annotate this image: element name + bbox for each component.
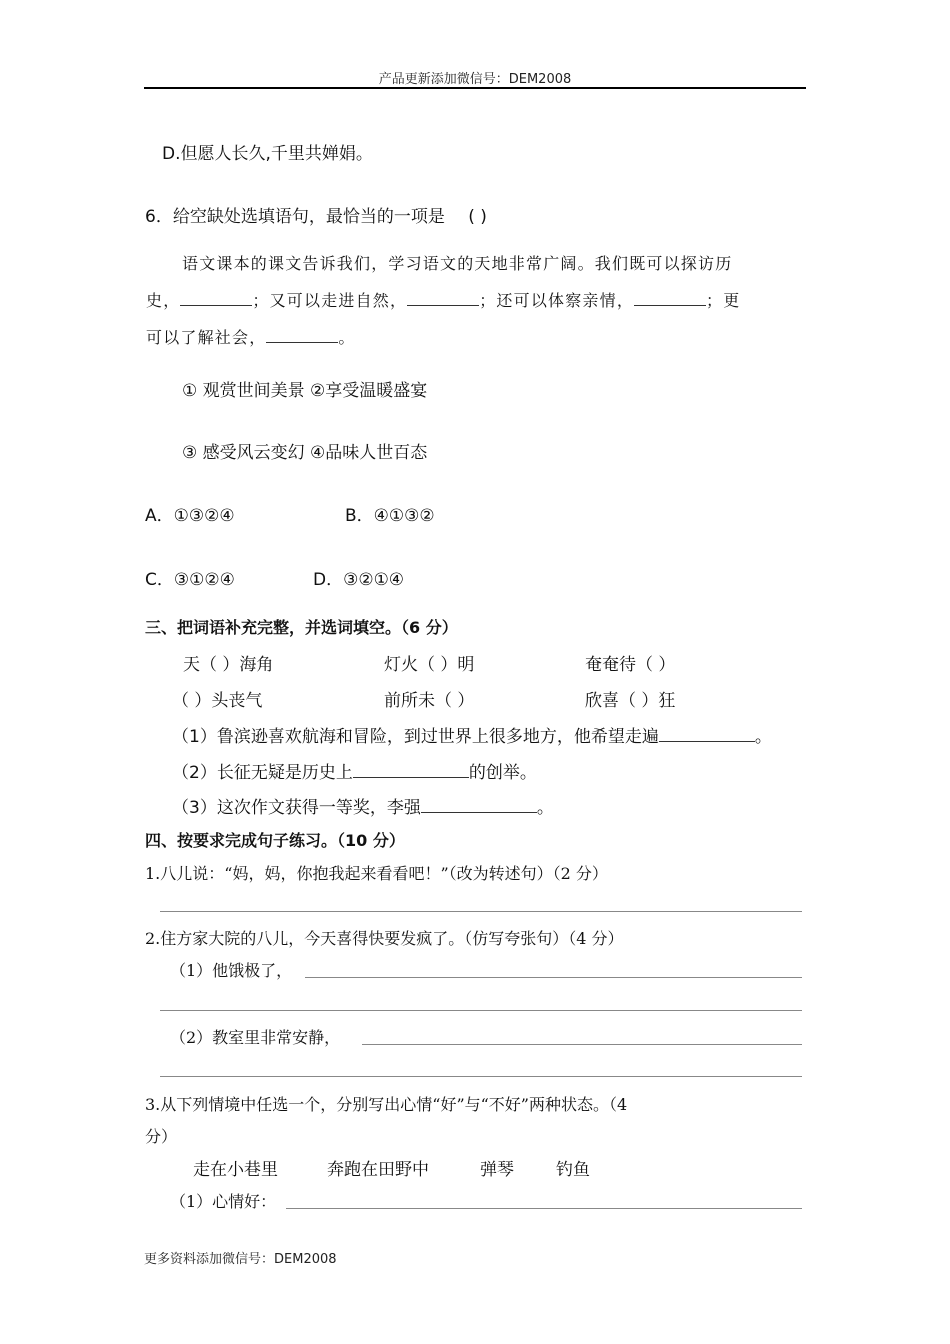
s3-sentence-3	[172, 793, 554, 818]
s4-scene-1: 走在小巷里	[193, 1160, 278, 1180]
q6-passage	[146, 245, 811, 356]
s3-sentence-2-text: （2）长征无疑是历史上	[172, 763, 353, 783]
q6-passage-text: 史，	[146, 291, 181, 310]
s4-q2-1-answer-line	[305, 977, 802, 978]
q6-passage-text: 可以了解社会，	[146, 328, 267, 347]
s3-blank-2	[353, 776, 469, 778]
s3-word-1: 天（ ）海角	[183, 655, 274, 675]
section3-title: 三、把词语补充完整，并选词填空。（6 分）	[145, 618, 458, 637]
page-header: 产品更新添加微信号：DEM2008	[378, 72, 572, 87]
s3-sentence-2-end: 的创举。	[468, 763, 537, 783]
q6-passage-line3	[146, 319, 811, 356]
s4-scene-4: 钓鱼	[556, 1160, 590, 1180]
q6-blank-3	[634, 304, 706, 306]
s3-sentence-1	[172, 722, 772, 747]
s3-word-5: 前所未（ ）	[384, 691, 475, 711]
s3-blank-3	[421, 811, 537, 813]
s4-q2-2: （2）教室里非常安静，	[170, 1028, 341, 1047]
s4-q2: 2.住方家大院的八儿，今天喜得快要发疯了。（仿写夸张句）（4 分）	[145, 929, 624, 948]
q6-passage-line2	[146, 282, 811, 319]
q6-passage-text: ；又可以走进自然，	[252, 291, 408, 310]
s4-q2-2-answer-line-2	[160, 1076, 802, 1077]
s3-blank-1	[659, 740, 755, 742]
s4-q3-1-answer-line	[286, 1208, 802, 1209]
q6-option-d: D．③②①④	[313, 570, 405, 590]
s4-q3-line2: 分）	[145, 1127, 178, 1146]
q6-answer-paren: ( )	[468, 207, 487, 227]
s3-sentence-1-text: （1）鲁滨逊喜欢航海和冒险，到过世界上很多地方，他希望走遍	[172, 727, 659, 747]
q6-blank-1	[180, 304, 252, 306]
q6-option-c: C．③①②④	[145, 570, 235, 590]
s3-word-3: 奄奄待（ ）	[585, 655, 676, 675]
s4-q2-2-answer-line	[362, 1044, 802, 1045]
s4-q3-1: （1）心情好：	[170, 1192, 277, 1211]
q6-blank-4	[266, 341, 338, 343]
q6-passage-text: ；还可以体察亲情，	[479, 291, 635, 310]
s4-scene-2: 奔跑在田野中	[327, 1160, 429, 1180]
q6-passage-line1: 语文课本的课文告诉我们，学习语文的天地非常广阔。我们既可以探访历	[182, 254, 733, 273]
q6-phrases-row2: ③ 感受风云变幻 ④品味人世百态	[182, 443, 428, 463]
s3-sentence-1-end: 。	[754, 727, 772, 747]
q6-stem	[145, 202, 487, 227]
header-divider	[144, 87, 806, 89]
s4-q1: 1.八儿说：“妈，妈，你抱我起来看看吧！”（改为转述句）（2 分）	[145, 864, 608, 883]
s3-sentence-3-end: 。	[536, 798, 554, 818]
section4-title: 四、按要求完成句子练习。（10 分）	[145, 831, 405, 850]
q6-option-b: B．④①③②	[345, 506, 435, 526]
s3-word-2: 灯火（ ）明	[384, 655, 475, 675]
s3-sentence-3-text: （3）这次作文获得一等奖，李强	[172, 798, 421, 818]
s3-word-4: （ ）头丧气	[172, 691, 263, 711]
q6-phrases-row1: ① 观赏世间美景 ②享受温暖盛宴	[182, 381, 428, 401]
q6-passage-text: ；更	[706, 291, 741, 310]
s4-scene-3: 弹琴	[480, 1160, 514, 1180]
s4-q1-answer-line	[160, 911, 802, 912]
s4-q2-1: （1）他饿极了，	[170, 961, 293, 980]
s4-q3-line1: 3.从下列情境中任选一个，分别写出心情“好”与“不好”两种状态。（4	[145, 1095, 628, 1114]
q6-blank-2	[407, 304, 479, 306]
s3-word-6: 欣喜（ ）狂	[585, 691, 676, 711]
q6-passage-text: 。	[338, 328, 356, 347]
s4-q2-1-answer-line-2	[160, 1010, 802, 1011]
q5-option-d: D.但愿人长久,千里共婵娟。	[162, 144, 373, 164]
q6-stem-text: 6．给空缺处选填语句，最恰当的一项是	[145, 207, 445, 227]
q6-option-a: A．①③②④	[145, 506, 235, 526]
page-footer: 更多资料添加微信号：DEM2008	[144, 1252, 337, 1267]
s3-sentence-2	[172, 758, 537, 783]
